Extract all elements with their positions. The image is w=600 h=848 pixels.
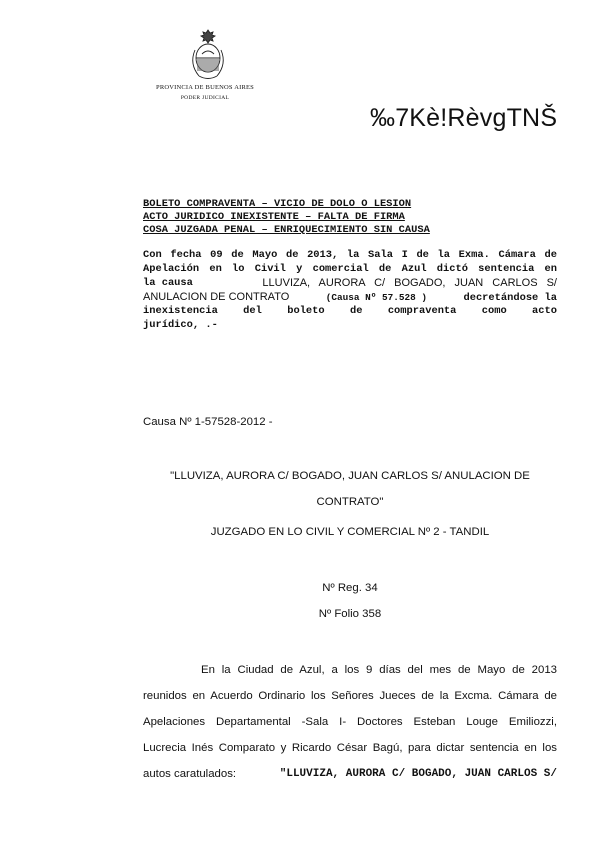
judicial-branch: PODER JUDICIAL [180,95,230,101]
keyword-line-2: ACTO JURIDICO INEXISTENTE – FALTA DE FIRMA [143,211,405,223]
summary-line-3 [143,276,557,290]
coat-of-arms-seal [186,28,230,82]
keyword-line-1: BOLETO COMPRAVENTA – VICIO DE DOLO O LESION [143,198,412,210]
summary-case-parties: LLUVIZA, AURORA C/ BOGADO, JUAN CARLOS S/ [262,277,557,289]
summary-case-number: (Causa Nº 57.528 ) [325,292,428,303]
court-name: JUZGADO EN LO CIVIL Y COMERCIAL Nº 2 - TANDIL [210,526,490,538]
body-line-3: Apelaciones Departamental -Sala I- Doctores Esteban Louge Emiliozzi, [143,716,557,728]
body-autos-caratulados: autos caratulados: [143,768,237,780]
summary-line-5: inexistencia del boleto de compraventa como acto [143,305,557,317]
province-name: PROVINCIA DE BUENOS AIRES [156,84,254,91]
case-number: Causa Nº 1-57528-2012 - [143,416,273,428]
summary-case-object: ANULACION DE CONTRATO [143,291,290,303]
summary-decretandose: decretándose la [463,292,557,304]
caratula-line-2: CONTRATO" [316,496,384,508]
folio-number: Nº Folio 358 [318,608,382,620]
summary-line-2: Apelación en lo Civil y comercial de Azul dictó sentencia en [143,263,557,275]
caratula-line-1: "LLUVIZA, AURORA C/ BOGADO, JUAN CARLOS S/ ANULACION DE [170,470,530,482]
body-line-2: reunidos en Acuerdo Ordinario los Señores Jueces de la Excma. Cámara de [143,690,557,702]
body-line-4: Lucrecia Inés Comparato y Ricardo César Bagú, para dictar sentencia en los [143,742,557,754]
summary-line-4 [143,290,557,305]
summary-la-causa: la causa [143,277,193,289]
body-case-title: "LLUVIZA, AURORA C/ BOGADO, JUAN CARLOS S/ [279,768,557,780]
summary-line-6: jurídico, .- [143,319,218,331]
body-line-5 [143,768,557,780]
document-code: ‰7Kè!RèvgTNŠ [370,104,558,132]
summary-line-1: Con fecha 09 de Mayo de 2013, la Sala I de la Exma. Cámara de [143,249,557,261]
keyword-line-3: COSA JUZGADA PENAL – ENRIQUECIMIENTO SIN CAUSA [143,224,430,236]
body-line-1: En la Ciudad de Azul, a los 9 días del mes de Mayo de 2013 [201,664,557,676]
registry-number: Nº Reg. 34 [322,582,378,594]
